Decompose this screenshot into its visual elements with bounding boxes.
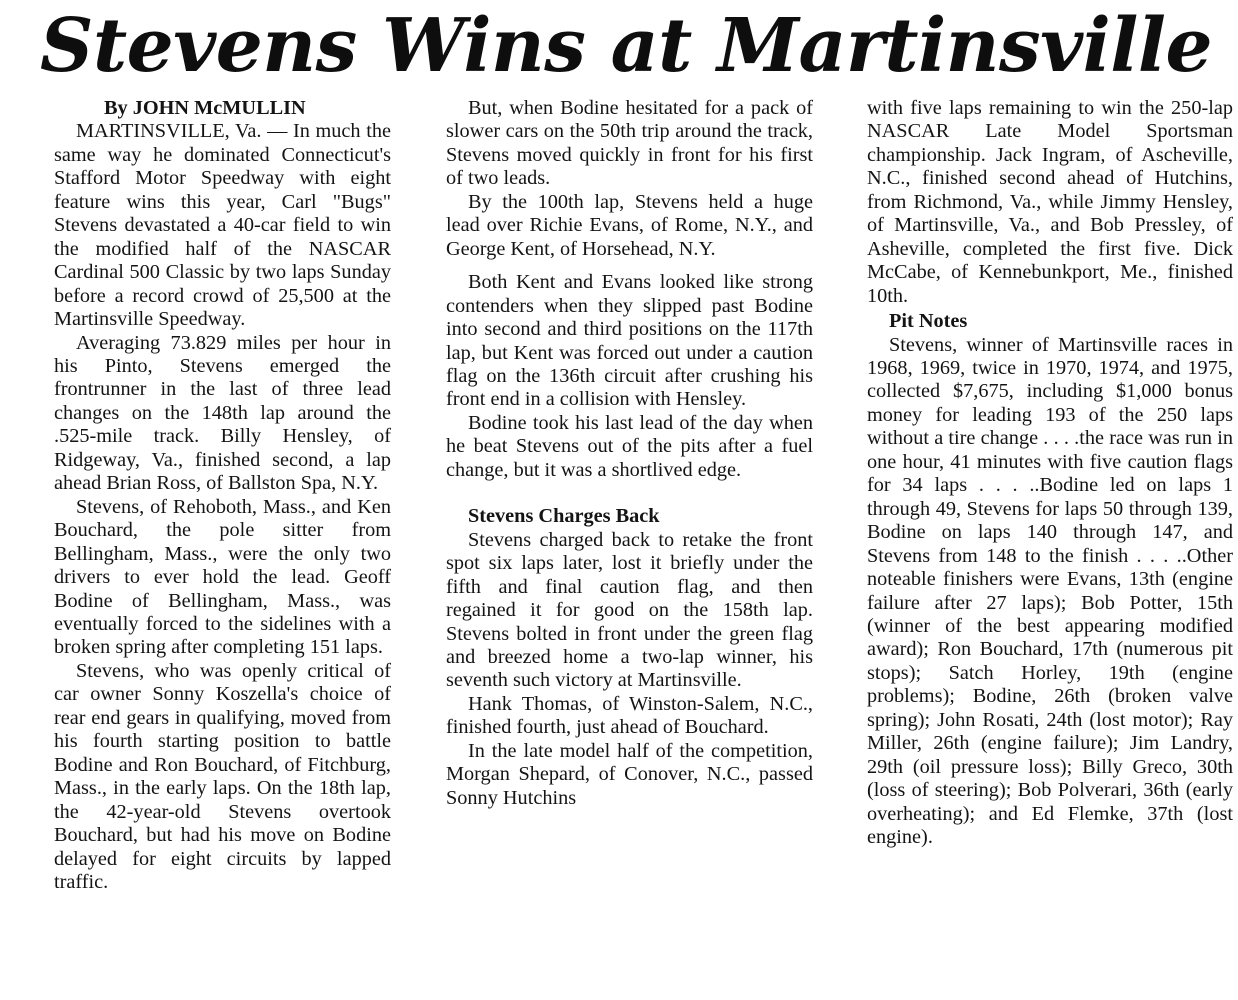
paragraph: Stevens, of Rehoboth, Mass., and Ken Bouchard, the pole sitter from Bellingham, Mass., were the only two drivers to ever hold the lead. Geoff Bodine of Bellingham, Mass., was eventually forced to the sidelines with a broken spring after completing 151 laps. (54, 495, 391, 659)
paragraph: Stevens, winner of Martinsville races in 1968, 1969, twice in 1970, 1974, and 1975, collected $7,675, including $1,000 bonus money for leading 193 of the 250 laps without a tire change . . . .the race was run in one hour, 41 minutes with five caution flags for 34 laps . . . ..Bodine led on laps 1 through 49, Stevens for laps 50 through 139, Bodine on laps 140 through 147, and Stevens from 148 to the finish . . . ..Other noteable finishers were Evans, 13th (engine failure after 27 laps); Bob Potter, 15th (winner of the best appearing modified award); Ron Bouchard, 17th (numerous pit stops); Satch Horley, 19th (engine problems); Bodine, 26th (broken valve spring); John Rosati, 24th (lost motor); Ray Miller, 26th (engine failure); Jim Landry, 29th (oil pressure loss); Billy Greco, 30th (loss of steering); Bob Polverari, 36th (early overheating); and Ed Flemke, 37th (lost engine). (867, 333, 1233, 849)
article-column-1 (54, 97, 391, 894)
paragraph: MARTINSVILLE, Va. — In much the same way he dominated Connecticut's Stafford Motor Speedway with eight feature wins this year, Carl "Bugs" Stevens devastated a 40-car field to win the modified half of the NASCAR Cardinal 500 Classic by two laps Sunday before a record crowd of 25,500 at the Martinsville Speedway. (54, 120, 391, 331)
article-column-3 (867, 97, 1233, 850)
paragraph: Stevens, who was openly critical of car owner Sonny Koszella's choice of rear end gears in qualifying, moved from his fourth starting position to battle Bodine and Ron Bouchard, of Fitchburg, Mass., in the early laps. On the 18th lap, the 42-year-old Stevens overtook Bouchard, but had his move on Bodine delayed for eight circuits by lapped traffic. (54, 659, 391, 893)
paragraph: Stevens charged back to retake the front spot six laps later, lost it briefly under the fifth and final caution flag, and then regained it for good on the 158th lap. Stevens bolted in front under the green flag and breezed home a two-lap winner, his seventh such victory at Martinsville. (446, 528, 813, 692)
paragraph: By the 100th lap, Stevens held a huge lead over Richie Evans, of Rome, N.Y., and George Kent, of Horsehead, N.Y. (446, 190, 813, 260)
subheading: Pit Notes (889, 310, 968, 333)
paragraph: with five laps remaining to win the 250-lap NASCAR Late Model Sportsman championship. Jack Ingram, of Ascheville, N.C., finished second ahead of Hutchins, from Richmond, Va., while Jimmy Hensley, of Martinsville, Va., and Bob Pressley, of Asheville, completed the first five. Dick McCabe, of Kennebunkport, Me., finished 10th. (867, 97, 1233, 307)
paragraph: Averaging 73.829 miles per hour in his Pinto, Stevens emerged the frontrunner in the last of three lead changes on the 148th lap around the .525-mile track. Billy Hensley, of Ridgeway, Va., finished second, a lap ahead Brian Ross, of Ballston Spa, N.Y. (54, 331, 391, 495)
article-column-2 (446, 97, 813, 810)
subheading: Stevens Charges Back (468, 505, 660, 528)
paragraph: But, when Bodine hesitated for a pack of slower cars on the 50th trip around the track, Stevens moved quickly in front for his first of two leads. (446, 97, 813, 190)
paragraph: Hank Thomas, of Winston-Salem, N.C., finished fourth, just ahead of Bouchard. (446, 692, 813, 739)
headline: Stevens Wins at Martinsville (40, 3, 1213, 89)
paragraph: Both Kent and Evans looked like strong contenders when they slipped past Bodine into second and third positions on the 117th lap, but Kent was forced out under a caution flag on the 136th circuit after crushing his front end in a collision with Hensley. (446, 271, 813, 411)
paragraph: Bodine took his last lead of the day when he beat Stevens out of the pits after a fuel change, but it was a shortlived edge. (446, 411, 813, 481)
byline: By JOHN McMULLIN (104, 97, 306, 119)
paragraph: In the late model half of the competition, Morgan Shepard, of Conover, N.C., passed Sonny Hutchins (446, 739, 813, 809)
